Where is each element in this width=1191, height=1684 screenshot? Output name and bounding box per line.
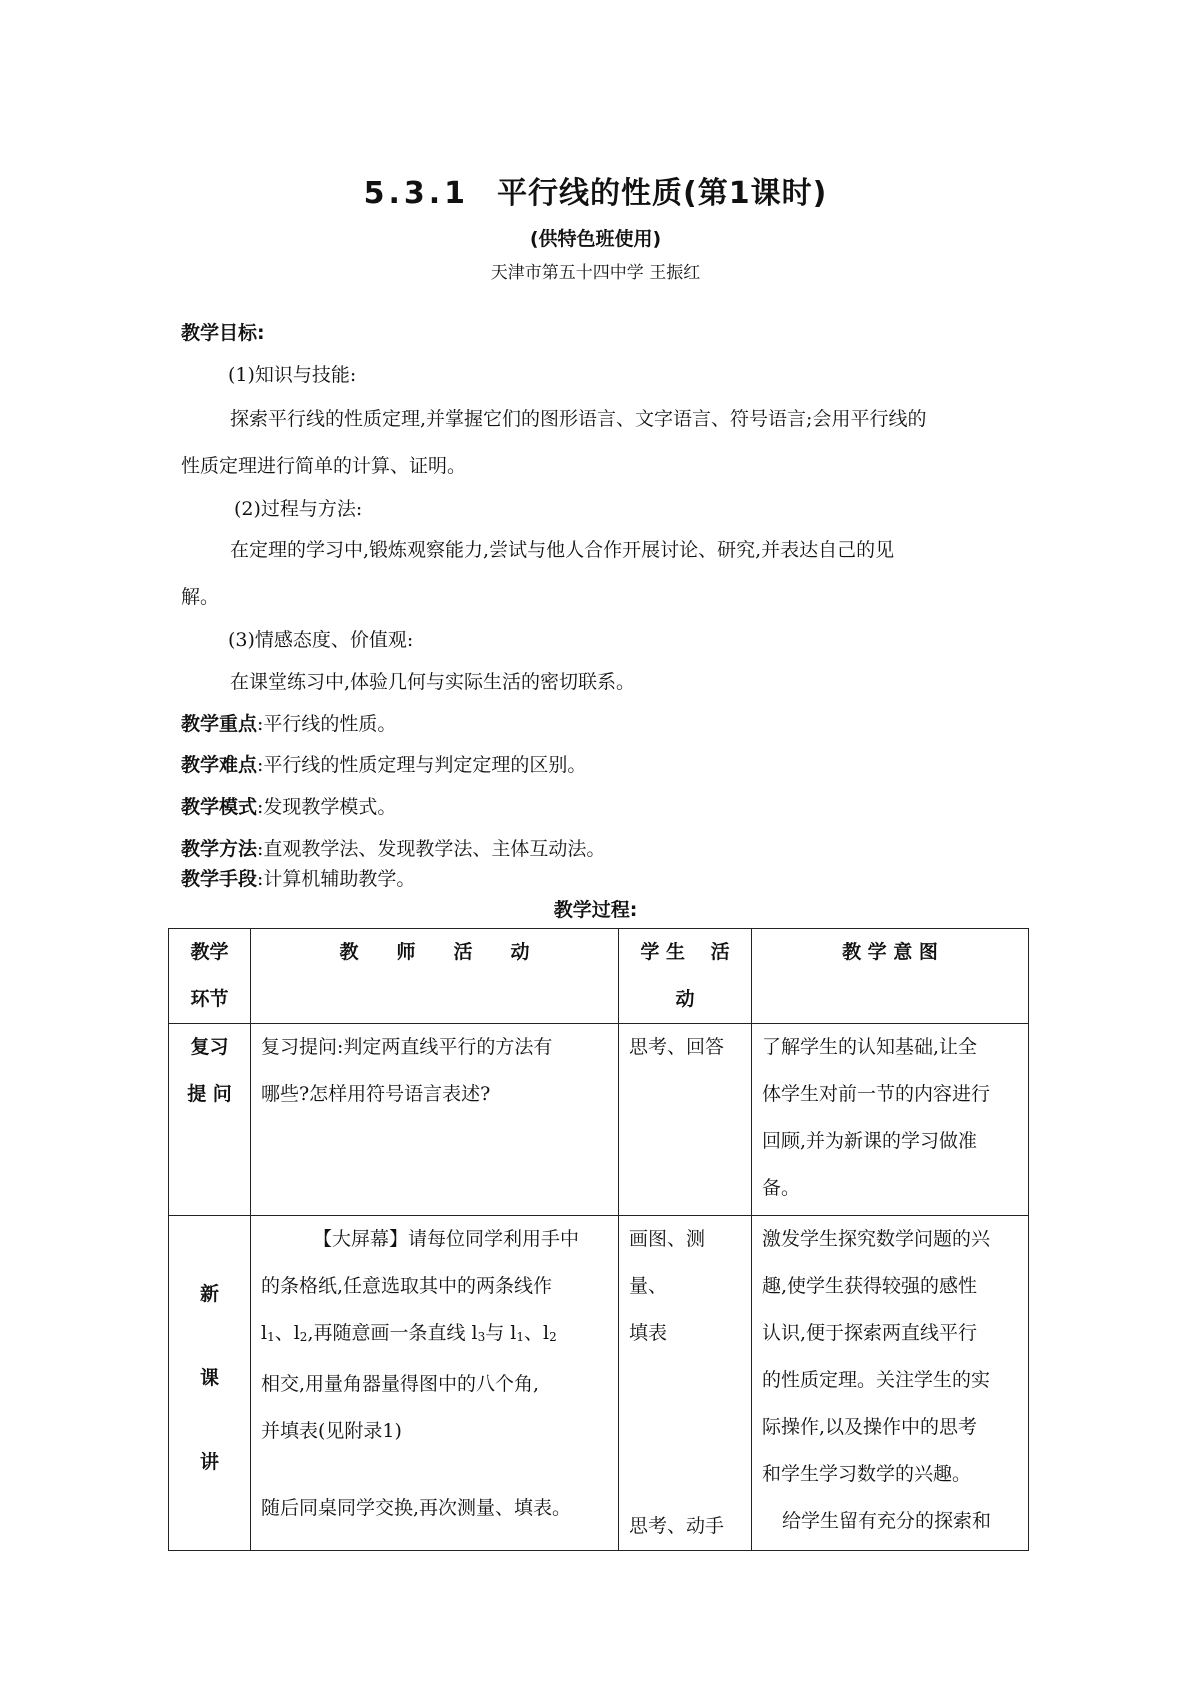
means-line <box>181 864 415 891</box>
lesson-number: 5.3.1 <box>363 176 470 211</box>
author-line: 天津市第五十四中学 王振红 <box>490 263 701 283</box>
key-point-text: :平行线的性质。 <box>257 713 397 735</box>
teacher-activity-review: 复习提问:判定两直线平行的方法有 哪些?怎样用符号语言表述? <box>251 1024 619 1216</box>
difficulty-label: 教学难点 <box>181 754 258 776</box>
teaching-process-table <box>168 928 1029 1551</box>
difficulty-text: :平行线的性质定理与判定定理的区别。 <box>257 754 587 776</box>
means-label: 教学手段 <box>181 868 258 890</box>
means-text: :计算机辅助教学。 <box>257 868 416 890</box>
document-title <box>0 168 1191 212</box>
document-subtitle: (供特色班使用) <box>529 228 662 250</box>
header-student-activity: 学 生 活 动 <box>619 929 752 1024</box>
student-activity-review: 思考、回答 <box>619 1024 752 1216</box>
mode-line <box>181 792 396 819</box>
objective-emotion-text: 在课堂练习中,体验几何与实际生活的密切联系。 <box>230 671 636 693</box>
method-line <box>181 834 605 861</box>
objective-knowledge-label: (1)知识与技能: <box>228 364 357 386</box>
method-text: :直观教学法、发现教学法、主体互动法。 <box>257 838 606 860</box>
table-row-new-lesson <box>169 1216 1029 1551</box>
objective-process-label: (2)过程与方法: <box>234 498 363 520</box>
key-point-label: 教学重点 <box>181 713 258 735</box>
header-stage: 教学 环节 <box>169 929 251 1024</box>
teacher-line-lines: l1、l2,再随意画一条直线 l3与 l1、l2 <box>261 1322 557 1344</box>
table-header-row <box>169 929 1029 1024</box>
lesson-title: 平行线的性质(第1课时) <box>497 176 828 211</box>
method-label: 教学方法 <box>181 838 258 860</box>
process-heading: 教学过程: <box>553 899 638 921</box>
intent-review: 了解学生的认知基础,让全 体学生对前一节的内容进行 回顾,并为新课的学习做准 备。 <box>752 1024 1029 1216</box>
header-teaching-intent: 教 学 意 图 <box>752 929 1029 1024</box>
student-activity-new-lesson: 画图、测量、 填表 思考、动手 <box>619 1216 752 1551</box>
objective-process-text-1: 在定理的学习中,锻炼观察能力,尝试与他人合作开展讨论、研究,并表达自己的见 <box>230 539 895 561</box>
stage-review: 复习 提 问 <box>169 1024 251 1216</box>
objective-knowledge-text-2: 性质定理进行简单的计算、证明。 <box>181 455 467 477</box>
objective-process-text-2: 解。 <box>181 586 220 608</box>
difficulty-line <box>181 750 586 777</box>
key-point-line <box>181 709 396 736</box>
table-row-review <box>169 1024 1029 1216</box>
objective-emotion-label: (3)情感态度、价值观: <box>228 629 414 651</box>
intent-new-lesson: 激发学生探究数学问题的兴 趣,使学生获得较强的感性 认识,便于探索两直线平行 的性质定理。关注学生的实 际操作,以及操作中的思考 和学生学习数学的兴趣。 给学生留有充分的探索和 <box>752 1216 1029 1551</box>
objective-knowledge-text-1: 探索平行线的性质定理,并掌握它们的图形语言、文字语言、符号语言;会用平行线的 <box>230 408 927 430</box>
mode-label: 教学模式 <box>181 796 258 818</box>
header-teacher-activity: 教 师 活 动 <box>251 929 619 1024</box>
stage-new-lesson: 新 课 讲 <box>169 1216 251 1551</box>
objectives-heading: 教学目标: <box>181 322 265 344</box>
mode-text: :发现教学模式。 <box>257 796 397 818</box>
teacher-activity-new-lesson: 【大屏幕】请每位同学利用手中 的条格纸,任意选取其中的两条线作 l1、l2,再随意画一条直线 l3与 l1、l2 相交,用量角器量得图中的八个角, 并填表(见附录1) 随后同桌同学交换,再次测量、填表。 <box>251 1216 619 1551</box>
